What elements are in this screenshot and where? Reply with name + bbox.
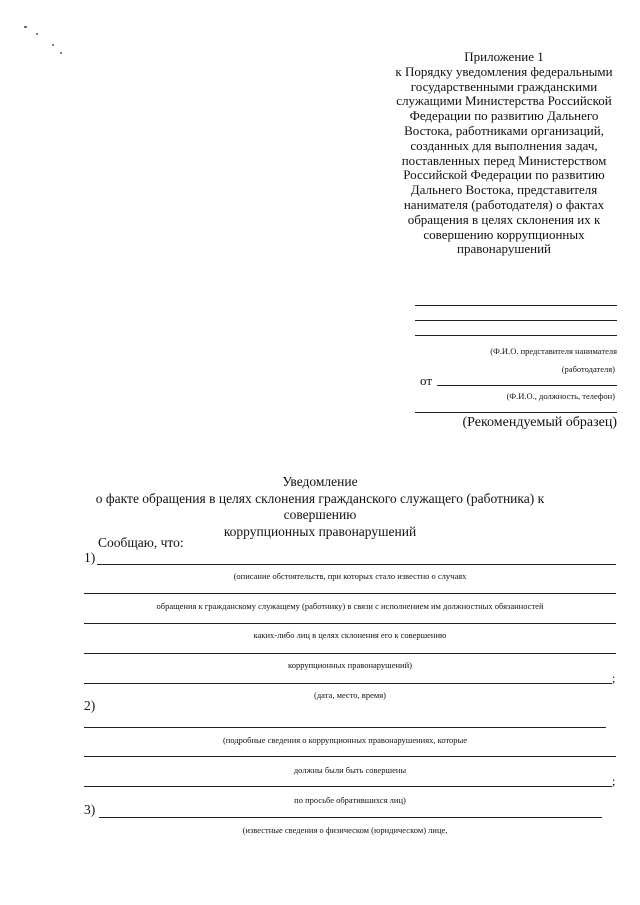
from-caption: (Ф.И.О., должность, телефон) [506,391,615,401]
item1-caption-e: (дата, место, время) [314,690,386,700]
notice-subtitle-2: коррупционных правонарушений [223,523,417,539]
scan-speck [24,26,27,28]
item1-line[interactable] [97,564,616,565]
addressee-line[interactable] [415,320,617,321]
semicolon: ; [612,774,616,788]
notice-heading [60,474,580,540]
employer-caption-2: (работодателя) [561,364,615,374]
item1-caption-c: каких-либо лиц в целях склонения его к совершению [253,630,447,640]
item1-line[interactable] [84,683,612,684]
from-label: от [420,373,433,388]
item2-caption-a: (подробные сведения о коррупционных правонарушениях, которые [222,735,468,745]
item3-caption-a: (известные сведения о физическом (юридическом) лице, [242,825,448,835]
item2-caption-b: должны были быть совершены [293,765,407,775]
appendix-line: Российской Федерации по развитию [403,167,605,183]
item3-line[interactable] [99,817,602,818]
item1-line[interactable] [84,623,616,624]
semicolon: ; [612,671,616,685]
addressee-line[interactable] [415,335,617,336]
notice-title: Уведомление [282,474,358,489]
item1-line[interactable] [84,653,616,654]
item2-line[interactable] [84,786,612,787]
from-line-2[interactable] [415,412,617,413]
scan-speck [36,33,38,35]
appendix-line: нанимателя (работодателя) о фактах [403,196,605,212]
appendix-line: служащими Министерства Российской [396,93,612,109]
employer-caption: (Ф.И.О. представителя нанимателя [490,346,617,356]
appendix-line: поставленных перед Министерством [401,152,607,168]
appendix-line: Федерации по развитию Дальнего [409,108,599,124]
item1-caption-b: обращения к гражданскому служащему (работнику) в связи с исполнением им должностных обязанностей [156,601,544,611]
item-number-2: 2) [84,698,96,713]
item1-caption-a: (описание обстоятельств, при которых стало известно о случаях [233,571,467,581]
appendix-line: государственными гражданскими [410,78,598,94]
appendix-line: обращения в целях склонения их к [407,211,601,227]
item-number-1: 1) [84,550,96,565]
appendix-line: к Порядку уведомления федеральными [395,63,613,79]
notice-subtitle: о факте обращения в целях склонения гражданского служащего (работника) к совершению [95,490,545,522]
addressee-line[interactable] [415,305,617,306]
scan-speck [60,52,62,54]
appendix-line: Востока, работниками организаций, [404,122,604,138]
recommended-label: (Рекомендуемый образец) [462,415,617,430]
appendix-block [368,50,640,257]
appendix-line: Дальнего Востока, представителя [410,182,598,198]
from-line[interactable] [437,385,617,386]
appendix-line: совершению коррупционных [423,226,585,242]
intro-text: Сообщаю, что: [98,535,184,550]
appendix-line: правонарушений [457,241,551,257]
item2-caption-c: по просьбе обратившихся лиц) [294,795,406,805]
scan-speck [52,44,54,46]
appendix-line: созданных для выполнения задач, [410,137,598,153]
item-number-3: 3) [84,802,96,817]
item1-line[interactable] [84,593,616,594]
item2-line[interactable] [84,727,606,728]
item2-line[interactable] [84,756,616,757]
item1-caption-d: коррупционных правонарушений) [288,660,412,670]
appendix-title: Приложение 1 [464,49,544,64]
